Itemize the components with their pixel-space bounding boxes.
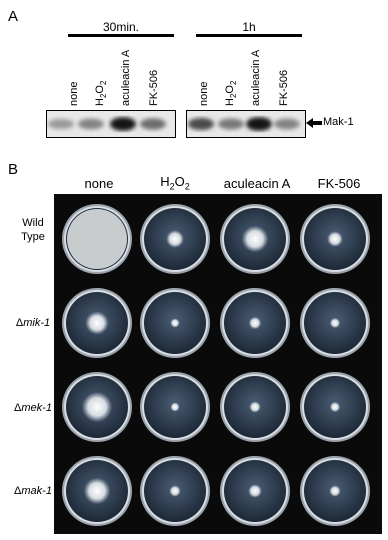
blot-band <box>218 119 244 130</box>
blot-band <box>274 119 300 130</box>
row-label-wild-type <box>6 216 60 244</box>
blot-band <box>78 119 104 130</box>
fungal-colony <box>84 478 111 505</box>
fungal-colony <box>329 485 340 496</box>
petri-dish <box>60 286 134 360</box>
column-header-none: none <box>84 176 114 191</box>
row-label-gene: mek-1 <box>21 402 52 414</box>
row-label-gene: mak-1 <box>21 485 52 497</box>
petri-dish <box>298 202 372 276</box>
blot-band <box>48 119 74 129</box>
fungal-colony <box>249 401 260 412</box>
petri-dish <box>218 202 292 276</box>
fungal-colony <box>330 318 340 328</box>
column-header-aculeacin: aculeacin A <box>223 176 291 191</box>
row-label-mak1 <box>6 484 60 498</box>
lane-label-none-30min: none <box>68 81 80 106</box>
row-label-delta: Δ <box>14 485 22 497</box>
lane-label-none-1h: none <box>198 81 210 106</box>
petri-dish <box>218 454 292 528</box>
blot-band <box>188 118 214 130</box>
fungal-colony <box>166 230 184 248</box>
blot-band <box>140 118 166 129</box>
fungal-colony <box>85 311 108 334</box>
fungal-colony <box>82 392 112 422</box>
petri-dish <box>218 286 292 360</box>
lane-label-h2o2-1h: $H_2O_2$ <box>224 80 239 106</box>
petri-dish <box>298 370 372 444</box>
petri-dish <box>138 370 212 444</box>
fungal-colony <box>169 485 180 496</box>
timepoint-bar-1h <box>196 34 302 37</box>
petri-dish <box>298 286 372 360</box>
fungal-colony <box>67 209 127 269</box>
petri-dish <box>60 454 134 528</box>
fungal-colony <box>248 484 262 498</box>
timepoint-label-1h: 1h <box>242 20 256 34</box>
western-blot-1h <box>186 110 306 138</box>
lane-label-fk506-30min: FK-506 <box>148 69 160 106</box>
western-blot-30min <box>46 110 176 138</box>
lane-label-aculeacin-1h: aculeacin A <box>250 49 262 106</box>
lane-label-h2o2-30min: $H_2O_2$ <box>94 80 109 106</box>
petri-dish <box>138 454 212 528</box>
lane-label-fk506-1h: FK-506 <box>278 69 290 106</box>
row-label-delta: Δ <box>15 317 24 329</box>
timepoint-label-30min: 30min. <box>102 20 140 34</box>
lane-label-aculeacin-30min: aculeacin A <box>120 49 132 106</box>
row-label-delta: Δ <box>14 402 22 414</box>
blot-band <box>110 117 136 131</box>
column-header-h2o2: $H_2O_2$ <box>160 174 190 192</box>
row-label-mek1 <box>6 401 60 415</box>
petri-dish <box>60 370 134 444</box>
blot-band <box>246 117 272 131</box>
band-arrow-icon <box>306 117 322 129</box>
column-header-fk506: FK-506 <box>317 176 361 191</box>
petri-dish-grid <box>54 194 382 534</box>
petri-dish <box>218 370 292 444</box>
timepoint-bar-30min <box>68 34 174 37</box>
fungal-colony <box>170 318 179 327</box>
petri-dish <box>60 202 134 276</box>
fungal-colony <box>330 402 340 412</box>
row-label-type: Type <box>21 231 45 243</box>
panel-a-letter: A <box>8 8 19 25</box>
fungal-colony <box>327 231 343 247</box>
fungal-colony <box>170 402 179 411</box>
fungal-colony <box>242 226 269 253</box>
petri-dish <box>138 202 212 276</box>
petri-dish <box>138 286 212 360</box>
row-label-gene: mik-1 <box>23 317 51 329</box>
row-label-wild: Wild <box>22 217 44 229</box>
fungal-colony <box>249 317 261 329</box>
panel-b-letter: B <box>8 161 19 178</box>
row-label-mik1 <box>6 316 60 330</box>
petri-dish <box>298 454 372 528</box>
band-label: Mak-1 <box>323 116 354 128</box>
